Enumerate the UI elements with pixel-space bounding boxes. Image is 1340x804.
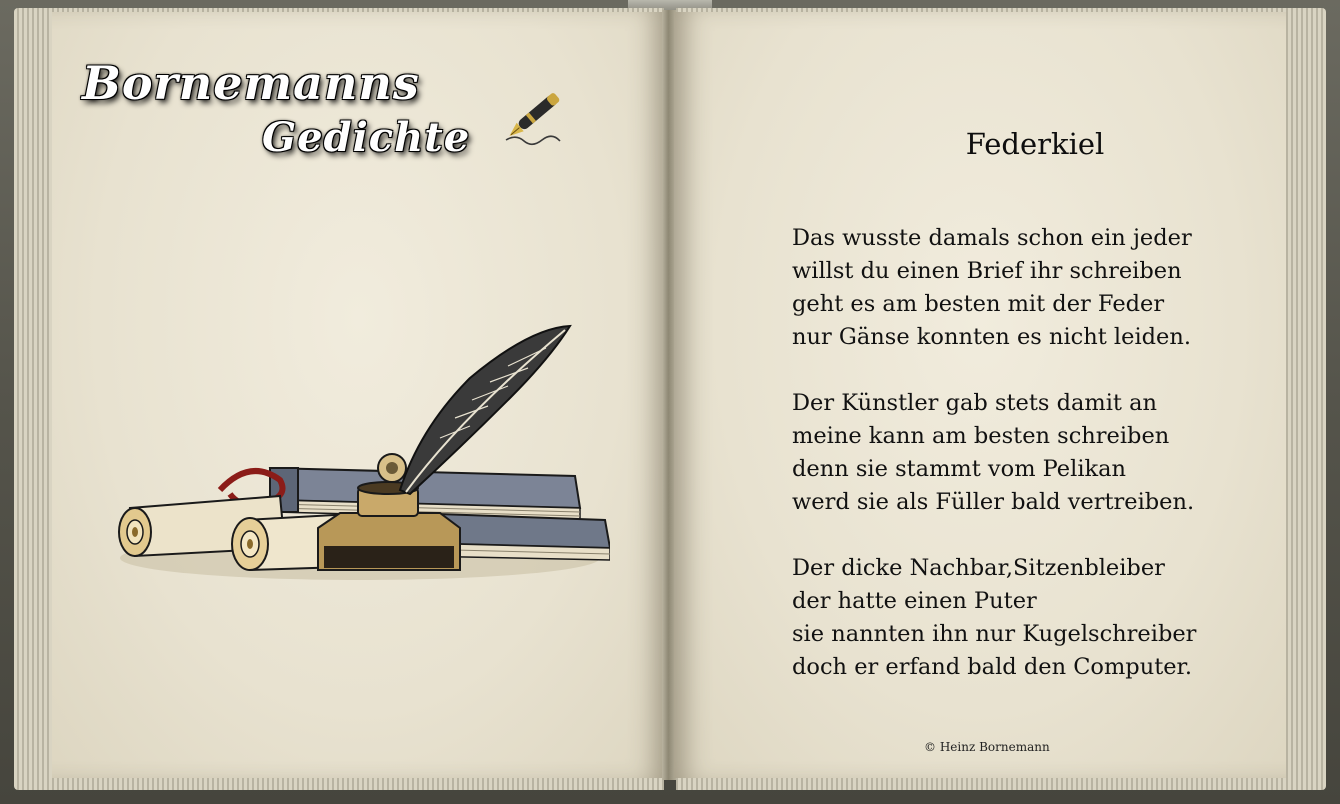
quill-inkwell-books-scrolls-illustration [110, 308, 610, 598]
poem-line: denn sie stammt vom Pelikan [792, 456, 1127, 482]
logo-line-1: Bornemanns [82, 56, 420, 110]
poem-line: sie nannten ihn nur Kugelschreiber [792, 621, 1197, 647]
poem-line: werd sie als Füller bald vertreiben. [792, 489, 1195, 515]
poem-line: Der Künstler gab stets damit an [792, 390, 1158, 416]
logo-line-2: Gedichte [262, 114, 471, 161]
fountain-pen-icon [498, 78, 578, 150]
poem-title: Federkiel [965, 127, 1105, 161]
poem-line: Das wusste damals schon ein jeder [792, 225, 1192, 251]
poem-line: doch er erfand bald den Computer. [792, 654, 1192, 680]
poem-line: nur Gänse konnten es nicht leiden. [792, 324, 1192, 350]
right-page [674, 12, 1286, 778]
stanza-3 [792, 552, 1262, 684]
poem-line: geht es am besten mit der Feder [792, 291, 1165, 317]
poem-line: willst du einen Brief ihr schreiben [792, 258, 1182, 284]
poem-line: meine kann am besten schreiben [792, 423, 1170, 449]
site-logo[interactable] [82, 56, 482, 176]
copyright-notice: © Heinz Bornemann [924, 740, 1050, 754]
left-page [52, 12, 666, 778]
poem-line: Der dicke Nachbar,Sitzenbleiber [792, 555, 1165, 581]
poem [792, 124, 1262, 717]
stanza-2 [792, 387, 1262, 519]
poem-line: der hatte einen Puter [792, 588, 1037, 614]
stanza-1 [792, 222, 1262, 354]
